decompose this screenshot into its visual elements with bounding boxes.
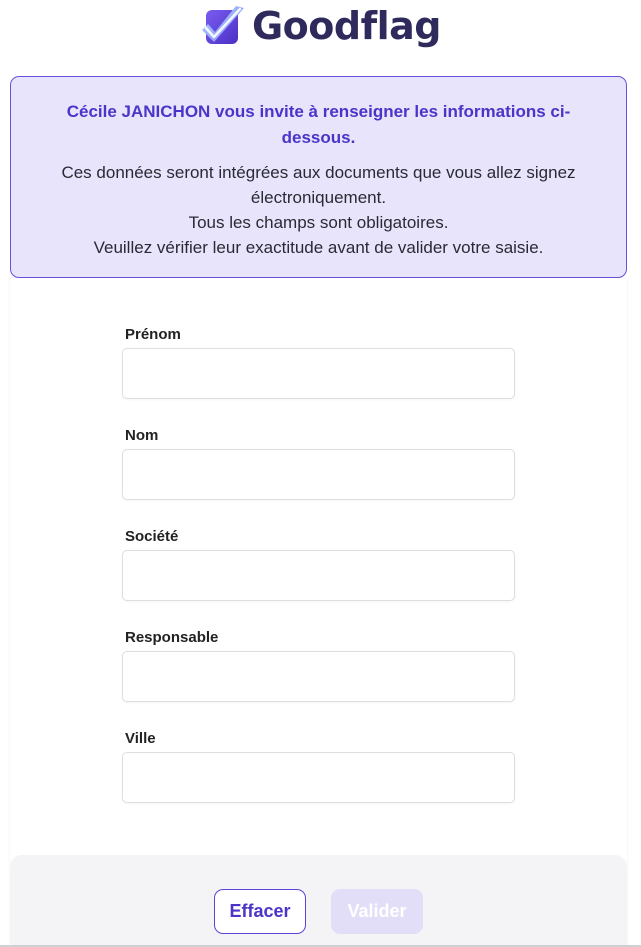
banner-line: Veuillez vérifier leur exactitude avant de valider votre saisie. xyxy=(93,238,544,257)
ville-input[interactable] xyxy=(122,752,515,803)
submit-button[interactable]: Valider xyxy=(331,889,423,934)
banner-title: Cécile JANICHON vous invite à renseigner les informations ci-dessous. xyxy=(66,102,571,147)
banner-body xyxy=(41,160,596,260)
responsable-input[interactable] xyxy=(122,651,515,702)
field-label-societe: Société xyxy=(125,528,179,545)
banner-line: Ces données seront intégrées aux documents que vous allez signez électroniquement. xyxy=(61,163,576,207)
brand-logo xyxy=(0,4,641,48)
form-actions xyxy=(10,855,627,947)
brand-name: Goodflag xyxy=(251,4,441,48)
societe-input[interactable] xyxy=(122,550,515,601)
info-banner xyxy=(10,76,627,278)
nom-input[interactable] xyxy=(122,449,515,500)
field-ville xyxy=(122,730,515,803)
field-label-responsable: Responsable xyxy=(125,629,219,646)
field-nom xyxy=(122,427,515,500)
field-label-ville: Ville xyxy=(125,730,156,747)
clear-button[interactable]: Effacer xyxy=(214,889,306,934)
field-label-nom: Nom xyxy=(125,427,159,444)
checkmark-square-icon xyxy=(200,4,248,48)
field-societe xyxy=(122,528,515,601)
field-prenom xyxy=(122,326,515,399)
prenom-input[interactable] xyxy=(122,348,515,399)
form-card xyxy=(10,278,627,947)
field-responsable xyxy=(122,629,515,702)
banner-line: Tous les champs sont obligatoires. xyxy=(188,213,449,232)
field-label-prenom: Prénom xyxy=(125,326,181,343)
